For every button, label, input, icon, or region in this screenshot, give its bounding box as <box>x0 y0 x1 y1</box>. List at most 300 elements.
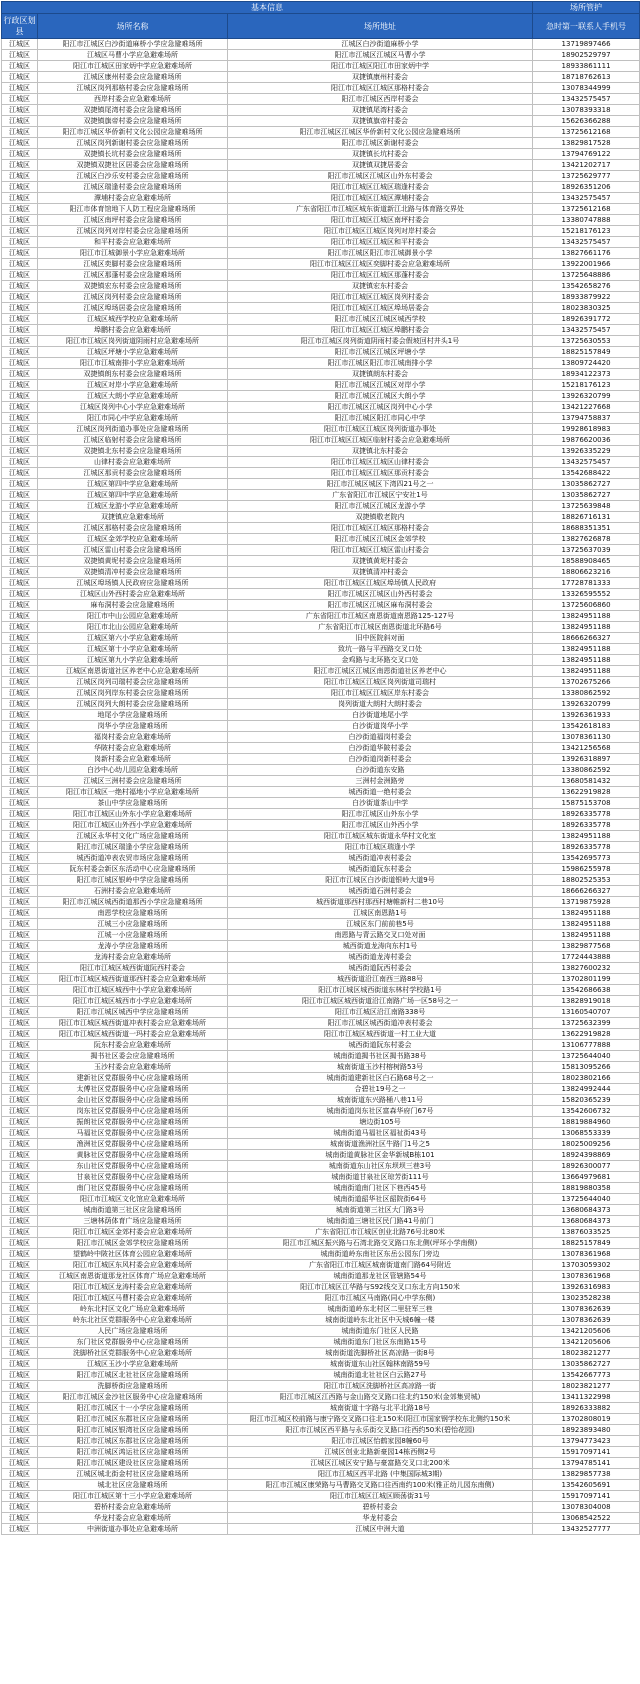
cell-district: 江城区 <box>2 1491 38 1502</box>
cell-address: 阳江市江城区白沙街道银岭大道9号 <box>228 875 533 886</box>
table-row <box>2 94 640 105</box>
cell-district: 江城区 <box>2 314 38 325</box>
cell-name: 建新社区党群服务中心应急避难场所 <box>38 1073 228 1084</box>
cell-name: 江城区那格村委会应急避难场所 <box>38 523 228 534</box>
table-row <box>2 501 640 512</box>
table-row <box>2 1161 640 1172</box>
table-row <box>2 83 640 94</box>
cell-district: 江城区 <box>2 996 38 1007</box>
cell-address: 城南街道甘泉社区琼芳街111号 <box>228 1172 533 1183</box>
cell-name: 江城区永华村文化广场应急避难场所 <box>38 831 228 842</box>
cell-phone: 13078361130 <box>533 732 640 743</box>
table-row <box>2 820 640 831</box>
cell-district: 江城区 <box>2 776 38 787</box>
table-row <box>2 699 640 710</box>
cell-address: 城南街道建新社区白石路68号之一 <box>228 1073 533 1084</box>
cell-phone: 13703059302 <box>533 1260 640 1271</box>
cell-district: 江城区 <box>2 1326 38 1337</box>
cell-name: 龙涛村委会应急避难场所 <box>38 952 228 963</box>
table-row <box>2 171 640 182</box>
cell-district: 江城区 <box>2 1348 38 1359</box>
table-row <box>2 1007 640 1018</box>
cell-address: 阳江市江城区阳江市田家炳中学 <box>228 61 533 72</box>
table-row <box>2 721 640 732</box>
cell-address: 阳江市江城区城西街道一村工业大道 <box>228 1029 533 1040</box>
cell-district: 江城区 <box>2 248 38 259</box>
cell-address: 阳江市江城区洗脚桥社区高凉路一街 <box>228 1381 533 1392</box>
cell-name: 岭东北社区党群服务中心应急避难场所 <box>38 1315 228 1326</box>
cell-name: 甘泉社区党群服务中心应急避难场所 <box>38 1172 228 1183</box>
cell-name: 阳江市江城区一绝村福地小学应急避难场所 <box>38 787 228 798</box>
cell-name: 江城区大朗小学应急避难场所 <box>38 391 228 402</box>
cell-district: 江城区 <box>2 985 38 996</box>
cell-name: 双捷镇黄坭村委会应急避难场所 <box>38 556 228 567</box>
cell-phone: 13824951188 <box>533 831 640 842</box>
table-row <box>2 1436 640 1447</box>
cell-address: 金鸡路与北环路交叉口处 <box>228 655 533 666</box>
cell-name: 双捷镇应急避难场所 <box>38 512 228 523</box>
cell-phone: 13824951188 <box>533 930 640 941</box>
cell-name: 城北社区应急避难场所 <box>38 1480 228 1491</box>
table-row <box>2 1150 640 1161</box>
cell-name: 阮东村委会新区东活动中心应急避难场所 <box>38 864 228 875</box>
cell-name: 阳江市江城区城西街道那西小学应急避难场所 <box>38 897 228 908</box>
table-row <box>2 50 640 61</box>
cell-name: 江城区第四中学应急避难场所 <box>38 490 228 501</box>
cell-district: 江城区 <box>2 578 38 589</box>
cell-name: 南门社区党群服务中心应急避难场所 <box>38 1183 228 1194</box>
cell-address: 碧桥村委会 <box>228 1502 533 1513</box>
cell-address: 江城区白沙街道麻桥小学 <box>228 39 533 50</box>
header-group-basic: 基本信息 <box>2 2 533 14</box>
cell-address: 阳江市江城区江城区麻布洞村委会 <box>228 600 533 611</box>
table-row <box>2 776 640 787</box>
cell-district: 江城区 <box>2 193 38 204</box>
table-row <box>2 314 640 325</box>
cell-name: 江城区岗列那格村委会应急避难场所 <box>38 83 228 94</box>
table-row <box>2 765 640 776</box>
table-row <box>2 600 640 611</box>
cell-phone: 13794758837 <box>533 413 640 424</box>
cell-phone: 18826716131 <box>533 512 640 523</box>
cell-phone: 13794773423 <box>533 1436 640 1447</box>
cell-district: 江城区 <box>2 798 38 809</box>
cell-phone: 13794769122 <box>533 149 640 160</box>
cell-address: 城南街道北社社区白云路27号 <box>228 1370 533 1381</box>
cell-phone: 17728781333 <box>533 578 640 589</box>
cell-phone: 13023528238 <box>533 1293 640 1304</box>
cell-district: 江城区 <box>2 292 38 303</box>
cell-phone: 13078344999 <box>533 83 640 94</box>
table-row <box>2 1381 640 1392</box>
table-row <box>2 457 640 468</box>
cell-name: 江城区岗列司瑞村委会应急避难场所 <box>38 677 228 688</box>
table-row <box>2 743 640 754</box>
table-row <box>2 666 640 677</box>
table-row <box>2 116 640 127</box>
cell-phone: 18023821277 <box>533 1381 640 1392</box>
table-row <box>2 1260 640 1271</box>
cell-district: 江城区 <box>2 116 38 127</box>
cell-name: 岗华小学应急避难场所 <box>38 721 228 732</box>
cell-district: 江城区 <box>2 589 38 600</box>
cell-address: 双捷镇长坑村委会 <box>228 149 533 160</box>
cell-name: 碧桥村委会应急避难场所 <box>38 1502 228 1513</box>
cell-district: 江城区 <box>2 875 38 886</box>
cell-name: 阳江市江城区白沙街道麻桥小学应急避难场所 <box>38 39 228 50</box>
cell-district: 江城区 <box>2 1513 38 1524</box>
table-row <box>2 622 640 633</box>
cell-address: 阳江市江城区江城区龙游小学 <box>228 501 533 512</box>
cell-phone: 18926300077 <box>533 1161 640 1172</box>
cell-address: 城西街道一绝村委会 <box>228 787 533 798</box>
table-row <box>2 754 640 765</box>
cell-name: 东山社区党群服务中心应急避难场所 <box>38 1161 228 1172</box>
table-row <box>2 1326 640 1337</box>
cell-phone: 13421205606 <box>533 1337 640 1348</box>
cell-district: 江城区 <box>2 1183 38 1194</box>
table-row <box>2 105 640 116</box>
cell-phone: 13432575457 <box>533 237 640 248</box>
cell-district: 江城区 <box>2 930 38 941</box>
cell-district: 江城区 <box>2 842 38 853</box>
cell-district: 江城区 <box>2 204 38 215</box>
table-row <box>2 655 640 666</box>
cell-name: 阳江市江城区城西街道那西村委会应急避难场所 <box>38 974 228 985</box>
cell-name: 南恩学校应急避难场所 <box>38 908 228 919</box>
table-row <box>2 1117 640 1128</box>
table-row <box>2 1183 640 1194</box>
cell-phone: 13926318897 <box>533 754 640 765</box>
cell-district: 江城区 <box>2 1271 38 1282</box>
cell-address: 阳江市江城区江城区金郊学校 <box>228 534 533 545</box>
cell-district: 江城区 <box>2 1425 38 1436</box>
cell-phone: 13725606860 <box>533 600 640 611</box>
cell-address: 塘边街105号 <box>228 1117 533 1128</box>
table-row <box>2 182 640 193</box>
table-row <box>2 908 640 919</box>
cell-district: 江城区 <box>2 1139 38 1150</box>
cell-phone: 18802525353 <box>533 875 640 886</box>
table-row <box>2 358 640 369</box>
cell-district: 江城区 <box>2 1260 38 1271</box>
cell-phone: 13725644040 <box>533 1051 640 1062</box>
cell-phone: 13725648886 <box>533 270 640 281</box>
cell-district: 江城区 <box>2 1095 38 1106</box>
cell-district: 江城区 <box>2 413 38 424</box>
cell-phone: 18819880358 <box>533 1183 640 1194</box>
cell-district: 江城区 <box>2 72 38 83</box>
cell-phone: 13824951188 <box>533 655 640 666</box>
table-row <box>2 138 640 149</box>
cell-district: 江城区 <box>2 391 38 402</box>
cell-phone: 15626366288 <box>533 116 640 127</box>
cell-district: 江城区 <box>2 1062 38 1073</box>
cell-address: 城南街道洗脚桥社区高凉路一街8号 <box>228 1348 533 1359</box>
cell-address: 阳江市江城区江城区南恩街道社区养老中心 <box>228 666 533 677</box>
cell-address: 城南街道那龙社区管辖路54号 <box>228 1271 533 1282</box>
cell-district: 江城区 <box>2 886 38 897</box>
cell-district: 江城区 <box>2 501 38 512</box>
cell-phone: 13876033525 <box>533 1227 640 1238</box>
table-row <box>2 380 640 391</box>
cell-address: 阳江市江城区江城区雷山村委会 <box>228 545 533 556</box>
table-row <box>2 853 640 864</box>
table-row <box>2 1469 640 1480</box>
cell-name: 洗脚桥街应急避难场所 <box>38 1381 228 1392</box>
cell-name: 江城区第十小学应急避难场所 <box>38 644 228 655</box>
cell-district: 江城区 <box>2 743 38 754</box>
cell-phone: 13824951188 <box>533 644 640 655</box>
header-group-row <box>2 2 640 14</box>
cell-address: 江城区东门前前巷5号 <box>228 919 533 930</box>
cell-phone: 18924398869 <box>533 1150 640 1161</box>
cell-phone: 13828919018 <box>533 996 640 1007</box>
cell-district: 江城区 <box>2 270 38 281</box>
table-row <box>2 589 640 600</box>
cell-address: 阳江市江城区江城区对岸小学 <box>228 380 533 391</box>
cell-phone: 13068553339 <box>533 1128 640 1139</box>
cell-name: 地尾小学应急避难场所 <box>38 710 228 721</box>
cell-address: 阳江市江城区瑞逢小学 <box>228 842 533 853</box>
cell-name: 双捷镇朗东村委会应急避难场所 <box>38 369 228 380</box>
cell-district: 江城区 <box>2 545 38 556</box>
cell-address: 城南街道马福社区福祉街43号 <box>228 1128 533 1139</box>
table-row <box>2 127 640 138</box>
cell-name: 江城区岗列岸东村委会应急避难场所 <box>38 688 228 699</box>
table-row <box>2 479 640 490</box>
cell-district: 江城区 <box>2 182 38 193</box>
cell-name: 洗脚桥社区党群服务中心应急避难场所 <box>38 1348 228 1359</box>
cell-address: 城西街道阮西村委会 <box>228 963 533 974</box>
cell-phone: 13380747888 <box>533 215 640 226</box>
cell-address: 白沙街道岗新村委会 <box>228 754 533 765</box>
table-row <box>2 1293 640 1304</box>
cell-name: 阳江市同心中学应急避难场所 <box>38 413 228 424</box>
table-row <box>2 688 640 699</box>
cell-address: 城西街道阮东村委会 <box>228 864 533 875</box>
cell-district: 江城区 <box>2 1194 38 1205</box>
cell-district: 江城区 <box>2 1227 38 1238</box>
cell-address: 白沙街道茶山中学 <box>228 798 533 809</box>
cell-phone: 18023802166 <box>533 1073 640 1084</box>
cell-district: 江城区 <box>2 457 38 468</box>
cell-phone: 19876620036 <box>533 435 640 446</box>
cell-name: 石洲村委会应急避难场所 <box>38 886 228 897</box>
cell-name: 江城区康州村委会应急避难场所 <box>38 72 228 83</box>
cell-phone: 13824951188 <box>533 919 640 930</box>
cell-name: 金山社区党群服务中心应急避难场所 <box>38 1095 228 1106</box>
cell-name: 渔洲社区党群服务中心应急避难场所 <box>38 1139 228 1150</box>
cell-address: 阳江市江城区江城区奕脚村委会应急避难场所 <box>228 259 533 270</box>
cell-district: 江城区 <box>2 358 38 369</box>
cell-name: 华陂村委会应急避难场所 <box>38 743 228 754</box>
cell-phone: 18926335778 <box>533 820 640 831</box>
table-row <box>2 226 640 237</box>
header-address: 场所地址 <box>228 14 533 39</box>
cell-address: 阳江市江城区江城区顾荡街31号 <box>228 1491 533 1502</box>
cell-name: 江城区坪塘小学应急避难场所 <box>38 347 228 358</box>
cell-phone: 18825157849 <box>533 347 640 358</box>
cell-district: 江城区 <box>2 1150 38 1161</box>
cell-phone: 15917097141 <box>533 1491 640 1502</box>
cell-name: 江城区南恩街道那龙社区体育广场应急避难场所 <box>38 1271 228 1282</box>
table-row <box>2 1414 640 1425</box>
cell-district: 江城区 <box>2 1403 38 1414</box>
cell-phone: 13160540707 <box>533 1007 640 1018</box>
cell-name: 茶山中学应急避难场所 <box>38 798 228 809</box>
cell-district: 江城区 <box>2 39 38 50</box>
cell-address: 阳江市江城区怡鹤家园8幢60号 <box>228 1436 533 1447</box>
table-row <box>2 1062 640 1073</box>
cell-address: 白沙街道地尾小学 <box>228 710 533 721</box>
cell-name: 江城区南坪村委会应急避难场所 <box>38 215 228 226</box>
cell-district: 江城区 <box>2 259 38 270</box>
cell-name: 江城区临射村委会应急避难场所 <box>38 435 228 446</box>
cell-district: 江城区 <box>2 347 38 358</box>
table-row <box>2 919 640 930</box>
cell-name: 江城区瑞逢村委会应急避难场所 <box>38 182 228 193</box>
cell-district: 江城区 <box>2 809 38 820</box>
cell-district: 江城区 <box>2 369 38 380</box>
cell-name: 阳江市江城区城西中小学应急避难场所 <box>38 985 228 996</box>
cell-district: 江城区 <box>2 765 38 776</box>
cell-address: 阳江市江城区江城区岗列对岸村委会 <box>228 226 533 237</box>
table-row <box>2 644 640 655</box>
table-row <box>2 732 640 743</box>
cell-name: 双捷镇双捷社区居委会应急避难场所 <box>38 160 228 171</box>
cell-address: 双捷镇宏东村委会 <box>228 281 533 292</box>
cell-phone: 13824951188 <box>533 908 640 919</box>
cell-district: 江城区 <box>2 160 38 171</box>
table-row <box>2 1392 640 1403</box>
cell-district: 江城区 <box>2 1458 38 1469</box>
cell-district: 江城区 <box>2 424 38 435</box>
table-row <box>2 710 640 721</box>
table-row <box>2 1513 640 1524</box>
cell-address: 阳江市江城区城区下湾四21号之一 <box>228 479 533 490</box>
cell-address: 城南街道玉沙村榕树路53号 <box>228 1062 533 1073</box>
cell-district: 江城区 <box>2 325 38 336</box>
cell-address: 城西街道阮东村委会 <box>228 1040 533 1051</box>
cell-district: 江城区 <box>2 908 38 919</box>
cell-name: 双捷镇宏东村委会应急避难场所 <box>38 281 228 292</box>
table-row <box>2 1271 640 1282</box>
cell-name: 阳江市江城区第十三小学应急避难场所 <box>38 1491 228 1502</box>
cell-phone: 13078362639 <box>533 1315 640 1326</box>
cell-name: 西岸村委会应急避难场所 <box>38 94 228 105</box>
cell-name: 人民广场应急避难场所 <box>38 1326 228 1337</box>
cell-address: 阳江市江城区江城区城西学校 <box>228 314 533 325</box>
table-row <box>2 1227 640 1238</box>
cell-name: 阮东村委会应急避难场所 <box>38 1040 228 1051</box>
table-row <box>2 160 640 171</box>
cell-name: 江城区三洲村委会应急避难场所 <box>38 776 228 787</box>
cell-phone: 18718762613 <box>533 72 640 83</box>
table-row <box>2 1238 640 1249</box>
cell-phone: 15875153708 <box>533 798 640 809</box>
table-row <box>2 270 640 281</box>
cell-phone: 15986255978 <box>533 864 640 875</box>
cell-name: 阳江市江城区东郡社区应急避难场所 <box>38 1414 228 1425</box>
cell-phone: 18926391772 <box>533 314 640 325</box>
cell-district: 江城区 <box>2 1282 38 1293</box>
cell-district: 江城区 <box>2 1414 38 1425</box>
cell-address: 城西街道沿江南西三路88号 <box>228 974 533 985</box>
cell-address: 阳江市江城区江城区山律村委会 <box>228 457 533 468</box>
table-row <box>2 149 640 160</box>
cell-phone: 13824951188 <box>533 611 640 622</box>
cell-phone: 18688351351 <box>533 523 640 534</box>
cell-address: 三洲村金洲路旁 <box>228 776 533 787</box>
cell-name: 白沙中心幼儿园应急避难场所 <box>38 765 228 776</box>
cell-address: 城南街道三塘社区民门路41号前门 <box>228 1216 533 1227</box>
cell-phone: 13421205606 <box>533 1326 640 1337</box>
cell-name: 太傅社区党群服务中心应急避难场所 <box>38 1084 228 1095</box>
cell-address: 双捷镇双捷居委会 <box>228 160 533 171</box>
cell-district: 江城区 <box>2 512 38 523</box>
cell-phone: 18923893480 <box>533 1425 640 1436</box>
cell-address: 阳江市江城区江城区瑞逢村委会 <box>228 182 533 193</box>
cell-phone: 18588908465 <box>533 556 640 567</box>
cell-phone: 18819884960 <box>533 1117 640 1128</box>
table-row <box>2 1128 640 1139</box>
cell-district: 江城区 <box>2 138 38 149</box>
cell-district: 江城区 <box>2 1304 38 1315</box>
cell-phone: 13035862727 <box>533 479 640 490</box>
cell-name: 和平村委会应急避难场所 <box>38 237 228 248</box>
cell-address: 江城区创业北路新豪园14栋西侧2号 <box>228 1447 533 1458</box>
cell-district: 江城区 <box>2 787 38 798</box>
cell-district: 江城区 <box>2 710 38 721</box>
cell-address: 阳江市江城区江城区南坪村委会 <box>228 215 533 226</box>
cell-name: 阳江市江城御景小学应急避难场所 <box>38 248 228 259</box>
table-row <box>2 1018 640 1029</box>
cell-address: 阳江市江城区马南路(同心中学东侧) <box>228 1293 533 1304</box>
cell-address: 阳江市江城区江城区坪塘小学 <box>228 347 533 358</box>
cell-name: 江城区城北街金村社区应急避难场所 <box>38 1469 228 1480</box>
cell-phone: 15917097141 <box>533 1447 640 1458</box>
cell-phone: 18025009256 <box>533 1139 640 1150</box>
cell-district: 江城区 <box>2 380 38 391</box>
cell-address: 阳江市江城区岗列街道阴雨村委会假坡回村井头1号 <box>228 336 533 347</box>
cell-phone: 19928618983 <box>533 424 640 435</box>
cell-name: 三塘林荫体育广场应急避难场所 <box>38 1216 228 1227</box>
table-row <box>2 941 640 952</box>
cell-name: 阳江市江城区东郡社区应急避难场所 <box>38 1436 228 1447</box>
cell-phone: 13680684373 <box>533 1216 640 1227</box>
cell-district: 江城区 <box>2 1337 38 1348</box>
cell-district: 江城区 <box>2 1216 38 1227</box>
table-row <box>2 985 640 996</box>
cell-address: 江城区南恩路1号 <box>228 908 533 919</box>
cell-phone: 18933879922 <box>533 292 640 303</box>
cell-address: 白沙街道福岗村委会 <box>228 732 533 743</box>
cell-address: 阳江市江城区江城区潭埔村委会 <box>228 193 533 204</box>
cell-name: 双捷镇尾湾村委会应急避难场所 <box>38 105 228 116</box>
table-row <box>2 1051 640 1062</box>
cell-address: 岗列街道大朗村大朗村委会 <box>228 699 533 710</box>
cell-phone: 13326595552 <box>533 589 640 600</box>
cell-name: 潭埔村委会应急避难场所 <box>38 193 228 204</box>
cell-district: 江城区 <box>2 666 38 677</box>
cell-district: 江城区 <box>2 1007 38 1018</box>
table-row <box>2 248 640 259</box>
cell-phone: 13421227668 <box>533 402 640 413</box>
cell-phone: 18933861111 <box>533 61 640 72</box>
cell-address: 双捷镇清冲村委会 <box>228 567 533 578</box>
cell-address: 城南街道黄脉社区金华新城B栋101 <box>228 1150 533 1161</box>
